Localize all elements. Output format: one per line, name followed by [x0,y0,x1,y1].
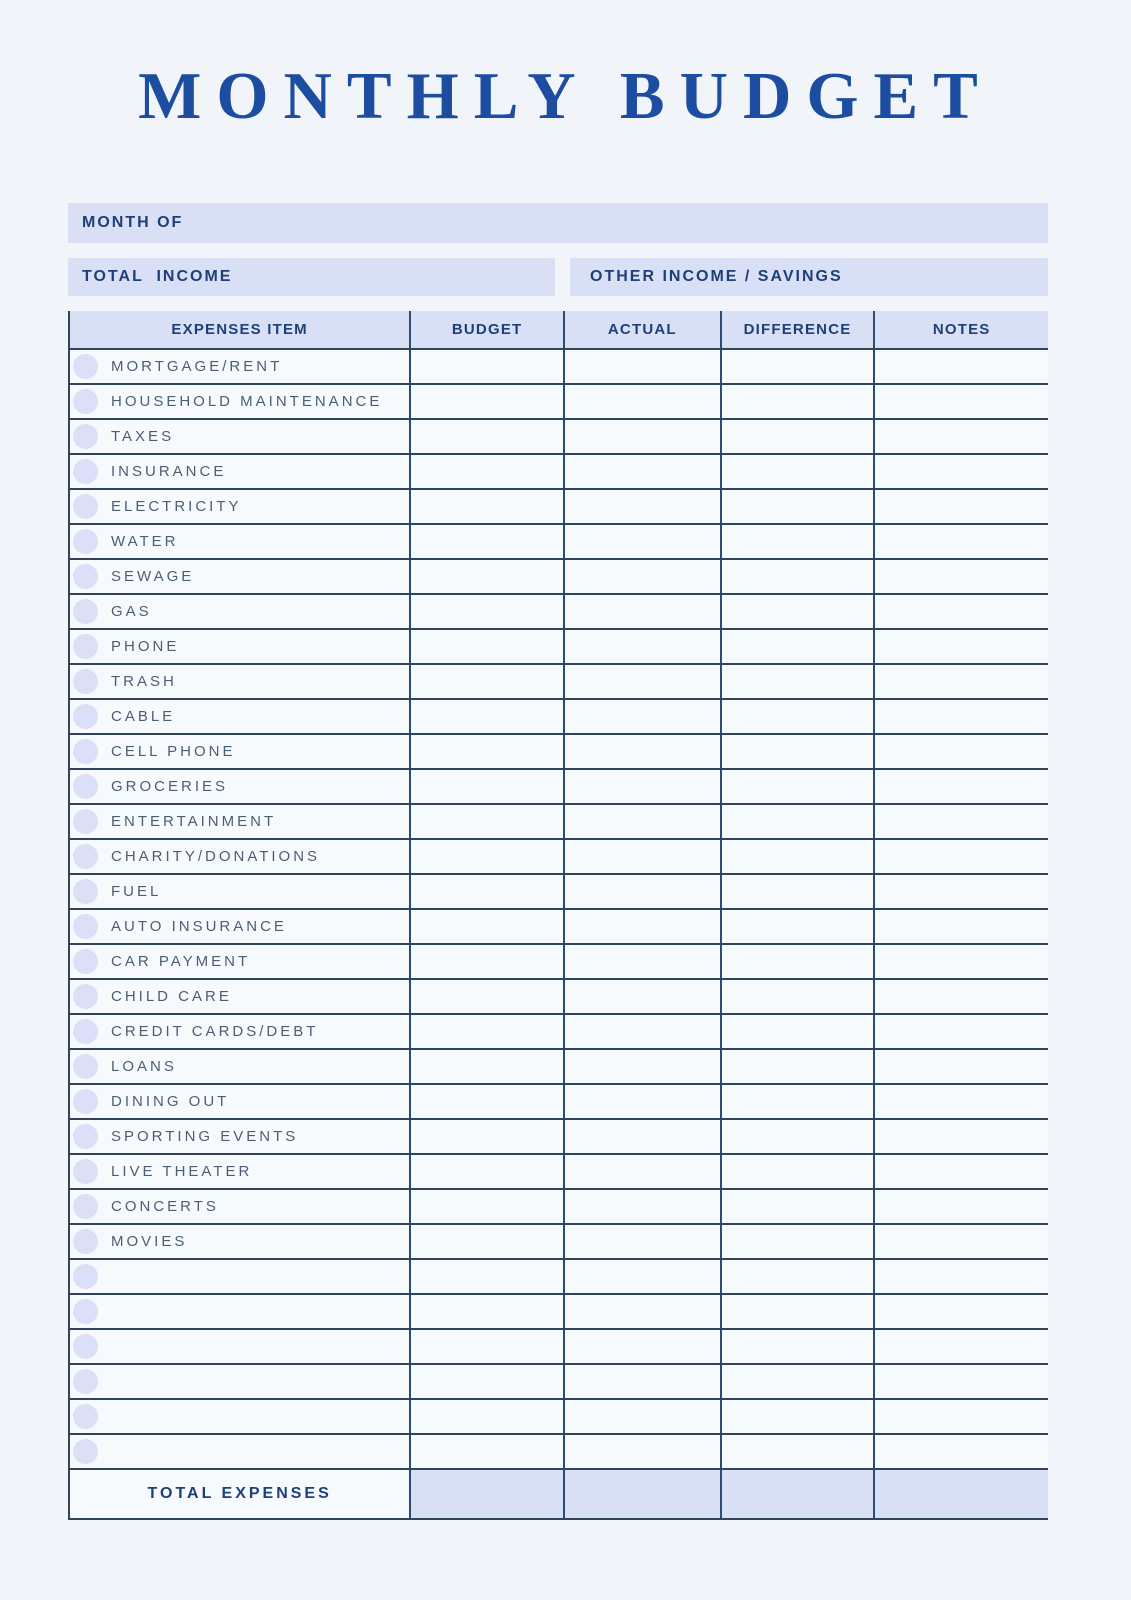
notes-cell[interactable] [873,770,1048,803]
expense-item-cell [70,560,409,593]
notes-cell[interactable] [873,840,1048,873]
table-row [70,1190,1048,1225]
expense-item-cell [70,805,409,838]
budget-cell[interactable] [409,1085,563,1118]
notes-cell[interactable] [873,1330,1048,1363]
expense-item-cell [70,1225,409,1258]
expense-item-cell [70,1365,409,1398]
difference-cell[interactable] [720,1260,874,1293]
expense-item-label: SPORTING EVENTS [111,1128,299,1145]
notes-cell[interactable] [873,910,1048,943]
expense-item-label: CHILD CARE [111,988,232,1005]
budget-cell[interactable] [409,350,563,383]
table-row [70,595,1048,630]
table-row [70,630,1048,665]
bullet-icon [73,494,98,519]
table-body [70,350,1048,1470]
bullet-icon [73,564,98,589]
expense-item-label: WATER [111,533,179,550]
actual-cell[interactable] [563,1330,720,1363]
difference-cell[interactable] [720,980,874,1013]
expense-item-cell [70,665,409,698]
expense-item-cell [70,840,409,873]
notes-cell[interactable] [873,1435,1048,1468]
table-row [70,700,1048,735]
bullet-icon [73,984,98,1009]
expense-item-cell [70,945,409,978]
notes-cell[interactable] [873,980,1048,1013]
difference-cell[interactable] [720,1330,874,1363]
difference-cell[interactable] [720,805,874,838]
total-actual-cell[interactable] [563,1470,720,1518]
table-row [70,560,1048,595]
difference-cell[interactable] [720,1015,874,1048]
expense-item-label: SEWAGE [111,568,195,585]
expense-item-label: DINING OUT [111,1093,230,1110]
budget-cell[interactable] [409,455,563,488]
expense-item-cell [70,735,409,768]
expense-item-cell [70,385,409,418]
table-row [70,1155,1048,1190]
expense-item-cell [70,1015,409,1048]
notes-cell[interactable] [873,1295,1048,1328]
page-title: MONTHLY BUDGET [138,59,993,133]
notes-cell[interactable] [873,630,1048,663]
expense-item-cell [70,525,409,558]
difference-cell[interactable] [720,700,874,733]
budget-cell[interactable] [409,420,563,453]
expense-item-label: FUEL [111,883,162,900]
bullet-icon [73,1159,98,1184]
budget-cell[interactable] [409,595,563,628]
bullet-icon [73,1194,98,1219]
budget-cell[interactable] [409,1260,563,1293]
difference-cell[interactable] [720,1155,874,1188]
actual-cell[interactable] [563,1400,720,1433]
expense-item-label: MOVIES [111,1233,188,1250]
bullet-icon [73,389,98,414]
difference-cell[interactable] [720,770,874,803]
difference-cell[interactable] [720,1225,874,1258]
actual-cell[interactable] [563,700,720,733]
header-notes: NOTES [873,311,1048,348]
actual-cell[interactable] [563,910,720,943]
table-row [70,980,1048,1015]
table-row [70,420,1048,455]
actual-cell[interactable] [563,1015,720,1048]
budget-cell[interactable] [409,875,563,908]
actual-cell[interactable] [563,735,720,768]
budget-cell[interactable] [409,1435,563,1468]
expense-item-cell [70,1085,409,1118]
bullet-icon [73,1299,98,1324]
expense-item-label: AUTO INSURANCE [111,918,287,935]
difference-cell[interactable] [720,630,874,663]
expense-item-cell [70,770,409,803]
bullet-icon [73,459,98,484]
table-row [70,385,1048,420]
expense-item-label: GROCERIES [111,778,229,795]
budget-cell[interactable] [409,1295,563,1328]
actual-cell[interactable] [563,1295,720,1328]
total-income-bar [68,258,555,296]
header-difference: DIFFERENCE [720,311,874,348]
difference-cell[interactable] [720,560,874,593]
expense-item-cell [70,420,409,453]
expense-item-label: LOANS [111,1058,177,1075]
table-row [70,1050,1048,1085]
total-income-input[interactable] [232,258,555,296]
table-row-empty [70,1330,1048,1365]
total-expenses-label: TOTAL EXPENSES [147,1485,332,1502]
table-row [70,945,1048,980]
expense-item-cell [70,910,409,943]
budget-cell[interactable] [409,1050,563,1083]
expense-item-label: CHARITY/DONATIONS [111,848,321,865]
notes-cell[interactable] [873,455,1048,488]
bullet-icon [73,634,98,659]
actual-cell[interactable] [563,1085,720,1118]
actual-cell[interactable] [563,805,720,838]
expense-item-cell [70,350,409,383]
bullet-icon [73,529,98,554]
expense-item-cell [70,875,409,908]
expense-item-label: LIVE THEATER [111,1163,253,1180]
actual-cell[interactable] [563,490,720,523]
actual-cell[interactable] [563,350,720,383]
notes-cell[interactable] [873,735,1048,768]
table-row [70,735,1048,770]
actual-cell[interactable] [563,1050,720,1083]
actual-cell[interactable] [563,1260,720,1293]
table-row-empty [70,1365,1048,1400]
expense-item-cell [70,1330,409,1363]
expense-item-label: TAXES [111,428,175,445]
table-row [70,910,1048,945]
table-row [70,1120,1048,1155]
budget-cell[interactable] [409,1330,563,1363]
expense-item-cell [70,1120,409,1153]
difference-cell[interactable] [720,385,874,418]
table-header-row [70,311,1048,350]
total-difference-cell[interactable] [720,1470,874,1518]
difference-cell[interactable] [720,665,874,698]
table-row [70,1225,1048,1260]
table-row [70,525,1048,560]
bullet-icon [73,1089,98,1114]
bullet-icon [73,1229,98,1254]
header-budget: BUDGET [409,311,563,348]
notes-cell[interactable] [873,385,1048,418]
difference-cell[interactable] [720,1190,874,1223]
table-row [70,805,1048,840]
difference-cell[interactable] [720,1435,874,1468]
budget-cell[interactable] [409,980,563,1013]
actual-cell[interactable] [563,1365,720,1398]
budget-cell[interactable] [409,805,563,838]
total-income-label: TOTAL INCOME [82,268,233,285]
bullet-icon [73,1334,98,1359]
expense-item-cell [70,595,409,628]
difference-cell[interactable] [720,910,874,943]
actual-cell[interactable] [563,1120,720,1153]
bullet-icon [73,1019,98,1044]
actual-cell[interactable] [563,1225,720,1258]
budget-cell[interactable] [409,490,563,523]
budget-cell[interactable] [409,945,563,978]
budget-cell[interactable] [409,700,563,733]
difference-cell[interactable] [720,1085,874,1118]
expense-item-cell [70,1190,409,1223]
actual-cell[interactable] [563,1190,720,1223]
actual-cell[interactable] [563,560,720,593]
month-of-label: MONTH OF [82,214,184,231]
header-actual: ACTUAL [563,311,720,348]
expense-item-label: TRASH [111,673,177,690]
bullet-icon [73,914,98,939]
difference-cell[interactable] [720,840,874,873]
expense-item-cell [70,490,409,523]
notes-cell[interactable] [873,595,1048,628]
expenses-table [68,311,1048,1520]
bullet-icon [73,1404,98,1429]
actual-cell[interactable] [563,630,720,663]
expense-item-cell [70,700,409,733]
actual-cell[interactable] [563,875,720,908]
budget-cell[interactable] [409,1225,563,1258]
bullet-icon [73,1369,98,1394]
budget-cell[interactable] [409,840,563,873]
budget-cell[interactable] [409,1120,563,1153]
difference-cell[interactable] [720,525,874,558]
notes-cell[interactable] [873,1400,1048,1433]
budget-cell[interactable] [409,1365,563,1398]
actual-cell[interactable] [563,420,720,453]
bullet-icon [73,424,98,449]
expense-item-label: ENTERTAINMENT [111,813,277,830]
expense-item-label: CONCERTS [111,1198,219,1215]
difference-cell[interactable] [720,735,874,768]
difference-cell[interactable] [720,1365,874,1398]
difference-cell[interactable] [720,455,874,488]
other-income-savings-label: OTHER INCOME / SAVINGS [590,268,843,285]
bullet-icon [73,949,98,974]
bullet-icon [73,809,98,834]
notes-cell[interactable] [873,1365,1048,1398]
expense-item-label: HOUSEHOLD MAINTENANCE [111,393,383,410]
notes-cell[interactable] [873,490,1048,523]
table-row-empty [70,1400,1048,1435]
difference-cell[interactable] [720,1050,874,1083]
month-of-input[interactable] [183,203,1048,243]
actual-cell[interactable] [563,455,720,488]
difference-cell[interactable] [720,945,874,978]
notes-cell[interactable] [873,1050,1048,1083]
notes-cell[interactable] [873,525,1048,558]
expense-item-label: GAS [111,603,152,620]
difference-cell[interactable] [720,1295,874,1328]
expense-item-cell [70,1435,409,1468]
bullet-icon [73,599,98,624]
total-expenses-row [70,1470,1048,1520]
expense-item-label: CABLE [111,708,176,725]
table-row [70,1015,1048,1050]
total-notes-cell[interactable] [873,1470,1048,1518]
budget-cell[interactable] [409,910,563,943]
budget-cell[interactable] [409,525,563,558]
budget-cell[interactable] [409,1155,563,1188]
bullet-icon [73,1054,98,1079]
table-row-empty [70,1435,1048,1470]
budget-cell[interactable] [409,770,563,803]
difference-cell[interactable] [720,1400,874,1433]
table-row [70,875,1048,910]
notes-cell[interactable] [873,945,1048,978]
notes-cell[interactable] [873,1190,1048,1223]
expense-item-label: PHONE [111,638,180,655]
expense-item-cell [70,455,409,488]
notes-cell[interactable] [873,1225,1048,1258]
expense-item-label: CAR PAYMENT [111,953,251,970]
budget-cell[interactable] [409,385,563,418]
difference-cell[interactable] [720,350,874,383]
expense-item-label: CREDIT CARDS/DEBT [111,1023,319,1040]
table-row [70,770,1048,805]
table-row [70,665,1048,700]
notes-cell[interactable] [873,805,1048,838]
difference-cell[interactable] [720,490,874,523]
notes-cell[interactable] [873,1015,1048,1048]
actual-cell[interactable] [563,1435,720,1468]
bullet-icon [73,1264,98,1289]
table-row [70,455,1048,490]
bullet-icon [73,1124,98,1149]
bullet-icon [73,669,98,694]
notes-cell[interactable] [873,665,1048,698]
bullet-icon [73,739,98,764]
budget-cell[interactable] [409,735,563,768]
difference-cell[interactable] [720,595,874,628]
notes-cell[interactable] [873,1120,1048,1153]
actual-cell[interactable] [563,980,720,1013]
difference-cell[interactable] [720,875,874,908]
actual-cell[interactable] [563,665,720,698]
budget-cell[interactable] [409,560,563,593]
bullet-icon [73,704,98,729]
table-row [70,840,1048,875]
expense-item-label: MORTGAGE/RENT [111,358,283,375]
expense-item-cell [70,1400,409,1433]
budget-cell[interactable] [409,1190,563,1223]
header-expenses-item: EXPENSES ITEM [70,311,409,348]
other-income-savings-bar [570,258,1048,296]
budget-cell[interactable] [409,630,563,663]
actual-cell[interactable] [563,595,720,628]
expense-item-label: INSURANCE [111,463,227,480]
notes-cell[interactable] [873,875,1048,908]
expense-item-cell [70,1155,409,1188]
table-row-empty [70,1260,1048,1295]
bullet-icon [73,354,98,379]
table-row [70,350,1048,385]
actual-cell[interactable] [563,770,720,803]
expense-item-cell [70,1260,409,1293]
notes-cell[interactable] [873,560,1048,593]
actual-cell[interactable] [563,840,720,873]
actual-cell[interactable] [563,385,720,418]
bullet-icon [73,844,98,869]
difference-cell[interactable] [720,1120,874,1153]
other-income-savings-input[interactable] [843,258,1048,296]
total-budget-cell[interactable] [409,1470,563,1518]
notes-cell[interactable] [873,1260,1048,1293]
table-row [70,1085,1048,1120]
bullet-icon [73,879,98,904]
notes-cell[interactable] [873,350,1048,383]
actual-cell[interactable] [563,945,720,978]
notes-cell[interactable] [873,1155,1048,1188]
table-row-empty [70,1295,1048,1330]
actual-cell[interactable] [563,1155,720,1188]
actual-cell[interactable] [563,525,720,558]
expense-item-label: ELECTRICITY [111,498,242,515]
bullet-icon [73,774,98,799]
budget-cell[interactable] [409,665,563,698]
expense-item-cell [70,1295,409,1328]
difference-cell[interactable] [720,420,874,453]
expense-item-cell [70,1050,409,1083]
notes-cell[interactable] [873,700,1048,733]
expense-item-label: CELL PHONE [111,743,236,760]
notes-cell[interactable] [873,1085,1048,1118]
expense-item-cell [70,630,409,663]
month-of-bar [68,203,1048,243]
table-row [70,490,1048,525]
expense-item-cell [70,980,409,1013]
budget-cell[interactable] [409,1015,563,1048]
bullet-icon [73,1439,98,1464]
budget-cell[interactable] [409,1400,563,1433]
notes-cell[interactable] [873,420,1048,453]
